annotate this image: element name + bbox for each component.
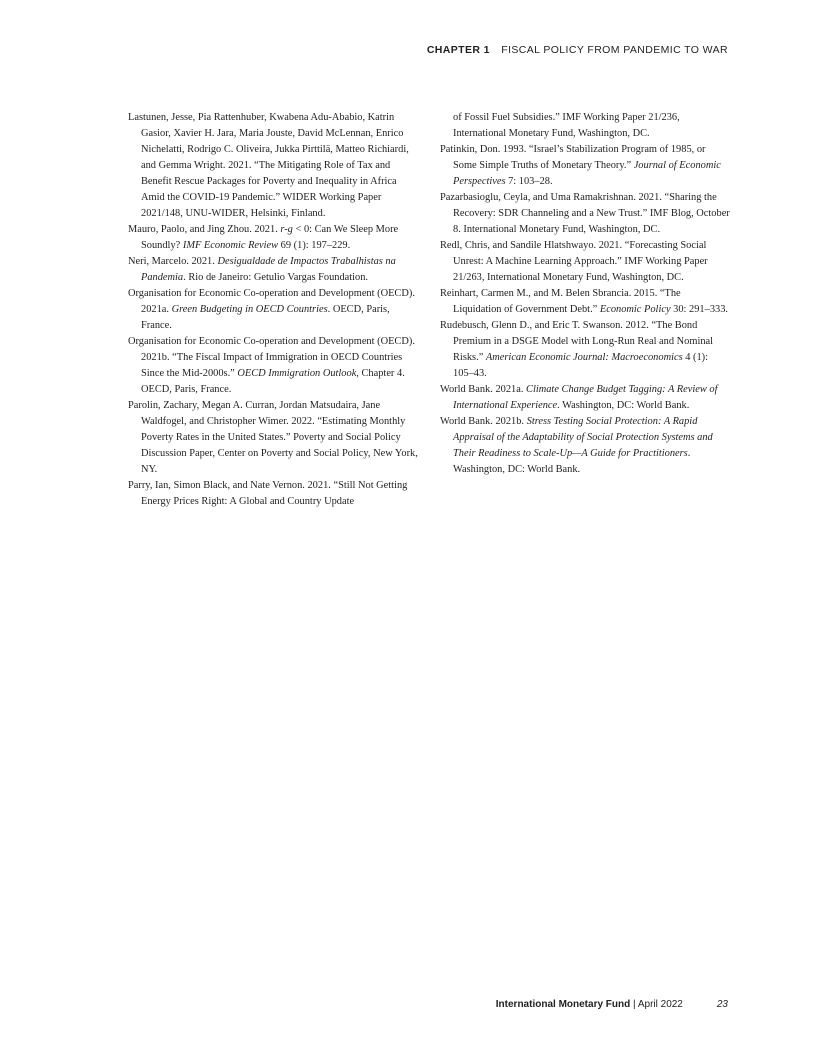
footer-date: April 2022 [637,999,683,1010]
reference-italic-text: Journal of Economic Perspectives [453,160,721,187]
reference-entry [440,142,730,190]
reference-entry [440,318,730,382]
reference-text: Lastunen, Jesse, Pia Rattenhuber, Kwabena Adu-Ababio, Katrin Gasior, Xavier H. Jara, Maria Jouste, David McLennan, Enrico Nichelatti, Rodrigo C. Oliveira, Jukka Pirttilä, Matteo Richiardi, and Gemma Wright. 2021. “The Mitigating Role of Tax and Benefit Rescue Packages for Poverty and Inequality in Africa Amid the COVID-19 Pandemic.” WIDER Working Paper 2021/148, UNU-WIDER, Helsinki, Finland. [128,112,409,219]
reference-text: Parry, Ian, Simon Black, and Nate Vernon. 2021. “Still Not Getting Energy Prices Right: A Global and Country Update [128,480,408,507]
reference-entry [128,110,418,222]
chapter-label: CHAPTER 1 [426,44,490,56]
reference-text: Chapter 4. OECD, Paris, France. [141,368,405,395]
reference-entry [440,286,730,318]
page-footer [496,999,728,1010]
reference-italic-text: American Economic Journal: Macroeconomics [485,352,683,363]
reference-italic-text: Stress Testing Social Protection: A Rapid Appraisal of the Adaptability of Social Protection Systems and Their Readiness to Scale-Up—A Guide for Practitioners [453,416,713,459]
footer-separator: | [630,999,638,1010]
reference-italic-text: Desigualdade de Impactos Trabalhistas na Pandemia [141,256,396,283]
reference-text: . Washington, DC: World Bank. [453,448,691,475]
page-number: 23 [716,999,728,1010]
reference-text: 4 (1): 105–43. [453,352,709,379]
references-left-column [128,110,418,510]
reference-text: Patinkin, Don. 1993. “Israel’s Stabilization Program of 1985, or Some Simple Truths of Monetary Theory.” [440,144,706,171]
reference-entry [440,190,730,238]
reference-text: 7: 103–28. [505,176,553,187]
reference-entry [440,110,730,142]
reference-text: of Fossil Fuel Subsidies.” IMF Working Paper 21/236, International Monetary Fund, Washington, DC. [453,112,680,139]
running-head [427,44,728,56]
reference-entry [440,238,730,286]
reference-italic-text: Green Budgeting in OECD Countries [171,304,328,315]
reference-text: World Bank. 2021a. [440,384,527,395]
reference-text: Rudebusch, Glenn D., and Eric T. Swanson. 2012. “The Bond Premium in a DSGE Model with Long-Run Real and Nominal Risks.” [440,320,714,363]
reference-text: Pazarbasioglu, Ceyla, and Uma Ramakrishnan. 2021. “Sharing the Recovery: SDR Channeling and a New Trust.” IMF Blog, October 8. International Monetary Fund, Washington, DC. [440,192,730,235]
reference-italic-text: Climate Change Budget Tagging: A Review of International Experience [453,384,718,411]
reference-entry [128,398,418,478]
reference-text: . Rio de Janeiro: Getulio Vargas Foundation. [183,272,369,283]
reference-text: Organisation for Economic Co-operation and Development (OECD). 2021b. “The Fiscal Impact of Immigration in OECD Countries Since the Mid-2000s.” [128,336,415,379]
reference-text: < 0: Can We Sleep More Soundly? [141,224,399,251]
references-right-column [440,110,730,478]
reference-entry [128,254,418,286]
reference-text: World Bank. 2021b. [440,416,527,427]
reference-text: Parolin, Zachary, Megan A. Curran, Jordan Matsudaira, Jane Waldfogel, and Christopher Wimer. 2022. “Estimating Monthly Poverty Rates in the United States.” Poverty and Social Policy Discussion Paper, Center on Poverty and Social Policy, New York, NY. [128,400,418,475]
reference-entry [128,334,418,398]
reference-italic-text: OECD Immigration Outlook, [237,368,359,379]
reference-text: Redl, Chris, and Sandile Hlatshwayo. 2021. “Forecasting Social Unrest: A Machine Learning Approach.” IMF Working Paper 21/263, International Monetary Fund, Washington, DC. [440,240,708,283]
reference-text: Organisation for Economic Co-operation and Development (OECD). 2021a. [128,288,415,315]
reference-entry [440,414,730,478]
reference-entry [128,222,418,254]
reference-italic-text: IMF Economic Review [182,240,279,251]
reference-text: Neri, Marcelo. 2021. [128,256,218,267]
reference-text: . OECD, Paris, France. [141,304,390,331]
reference-italic-text: Economic Policy [599,304,671,315]
reference-entry [128,478,418,510]
reference-text: Mauro, Paolo, and Jing Zhou. 2021. [128,224,281,235]
reference-italic-text: r-g [280,224,293,235]
footer-organization: International Monetary Fund [495,999,631,1010]
reference-entry [128,286,418,334]
reference-text: Reinhart, Carmen M., and M. Belen Sbrancia. 2015. “The Liquidation of Government Debt.” [440,288,681,315]
reference-text: 69 (1): 197–229. [278,240,351,251]
reference-text: 30: 291–333. [670,304,729,315]
reference-text: . Washington, DC: World Bank. [557,400,690,411]
reference-entry [440,382,730,414]
chapter-title: FISCAL POLICY FROM PANDEMIC TO WAR [501,44,728,56]
